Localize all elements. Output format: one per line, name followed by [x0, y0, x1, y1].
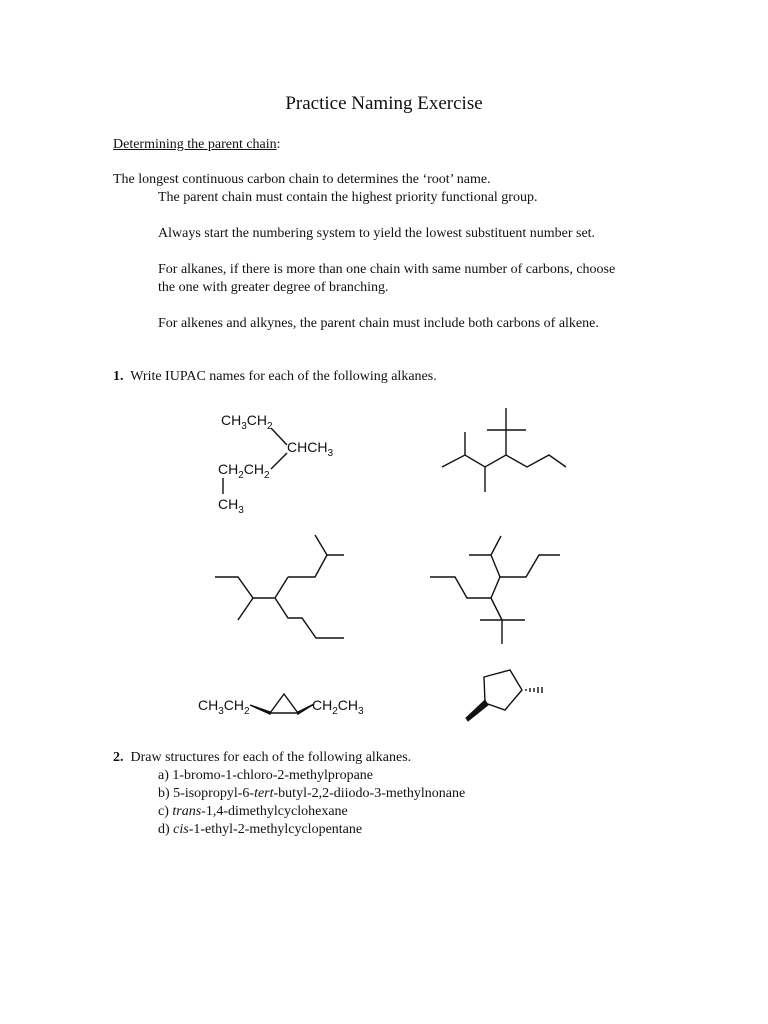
- label-ch2ch3-right: $CH_2CH_3$: [312, 697, 364, 717]
- q2-item-c: [158, 803, 348, 821]
- rule-5: For alkenes and alkynes, the parent chain must include both carbons of alkene.: [158, 316, 599, 331]
- question-2-number: 2.: [113, 750, 124, 765]
- rule-2: The parent chain must contain the highest priority functional group.: [158, 190, 538, 205]
- q2-item-post: -1,4-dimethylcyclohexane: [201, 804, 348, 819]
- question-2: [113, 749, 411, 767]
- rule-4-line1: For alkanes, if there is more than one chain with same number of carbons, choose: [158, 262, 616, 277]
- label-chch3: $CHCH_3$: [287, 439, 334, 459]
- q2-item-post: -1-ethyl-2-methylcyclopentane: [188, 822, 363, 837]
- q2-item-pre: 5-isopropyl-6-: [173, 786, 255, 801]
- q2-item-letter: a): [158, 768, 169, 783]
- q2-item-post: 1-bromo-1-chloro-2-methylpropane: [172, 768, 373, 783]
- section-heading-colon: :: [276, 137, 281, 152]
- page-title: Practice Naming Exercise: [285, 93, 483, 114]
- q2-item-italic: trans: [172, 804, 202, 819]
- q2-item-post: -butyl-2,2-diiodo-3-methylnonane: [273, 786, 466, 801]
- q2-item-letter: d): [158, 822, 170, 837]
- q2-item-a: [158, 767, 373, 785]
- question-2-text: Draw structures for each of the following alkanes.: [130, 750, 412, 765]
- section-heading-text: Determining the parent chain: [113, 137, 277, 152]
- question-1-number: 1.: [113, 369, 124, 384]
- q2-item-italic: cis: [173, 822, 189, 837]
- label-ch3ch2-top: $CH_3CH_2$: [221, 412, 273, 432]
- label-ch2ch2: $CH_2CH_2$: [218, 461, 270, 481]
- rule-1: The longest continuous carbon chain to determines the ‘root’ name.: [113, 172, 491, 187]
- label-ch3ch2-left: $CH_3CH_2$: [198, 697, 250, 717]
- rule-4-line2: the one with greater degree of branching.: [158, 280, 389, 295]
- q2-item-letter: c): [158, 804, 169, 819]
- question-1-text: Write IUPAC names for each of the following alkanes.: [130, 369, 437, 384]
- label-ch3-bottom: $CH_3$: [218, 496, 244, 516]
- q2-item-letter: b): [158, 786, 170, 801]
- q2-item-b: [158, 785, 465, 803]
- q2-item-d: [158, 821, 362, 839]
- q2-item-italic: tert: [254, 786, 274, 801]
- rule-3: Always start the numbering system to yield the lowest substituent number set.: [158, 226, 596, 241]
